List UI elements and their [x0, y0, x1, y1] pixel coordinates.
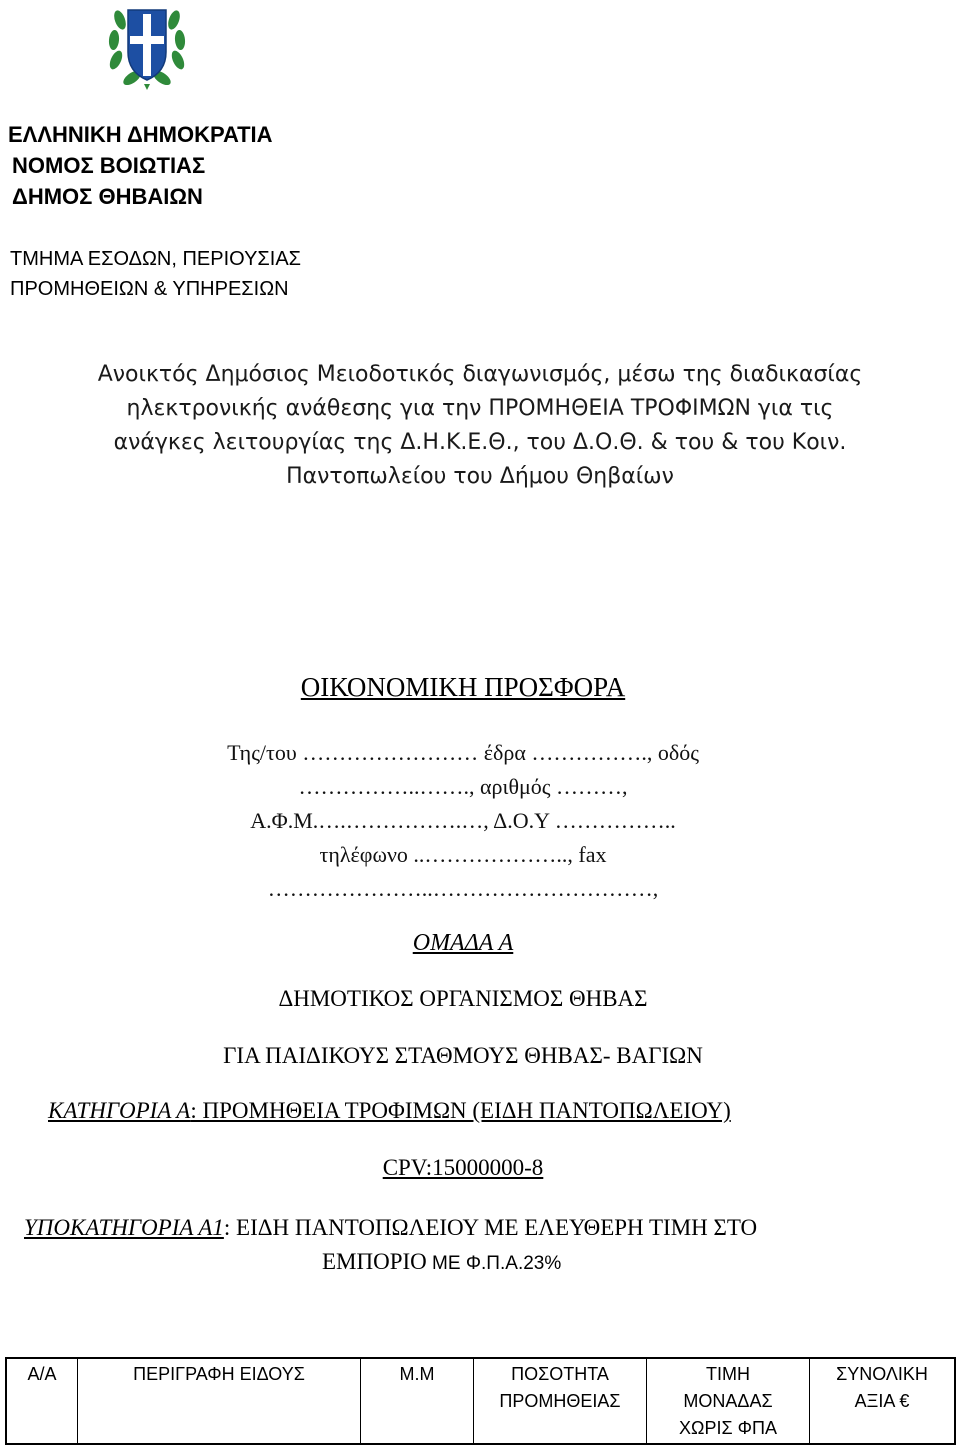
bidder-field-line: Της/του …………………… έδρα ……………., οδός	[227, 740, 699, 765]
bidder-field-line: τηλέφωνο ..……………….., fax	[319, 842, 607, 867]
issuing-authority	[8, 120, 273, 213]
offer-heading	[0, 672, 926, 703]
column-header-unit-price: ΤΙΜΗ ΜΟΝΑΔΑΣ ΧΩΡΙΣ ΦΠΑ	[647, 1358, 810, 1444]
price-table-header	[5, 1357, 956, 1445]
column-header-unit: Μ.Μ	[361, 1358, 474, 1444]
tender-line: ηλεκτρονικής ανάθεσης για την ΠΡΟΜΗΘΕΙΑ ΤΡΟΦΙΜΩΝ για τις	[126, 396, 834, 421]
authority-line: ΔΗΜΟΣ ΘΗΒΑΙΩΝ	[12, 184, 203, 209]
column-header-total: ΣΥΝΟΛΙΚΗ ΑΞΙΑ €	[810, 1358, 956, 1444]
subcategory-label: ΥΠΟΚΑΤΗΓΟΡΙΑ Α1	[24, 1215, 224, 1240]
category-line	[48, 1098, 731, 1124]
bidder-field-line: Α.Φ.Μ.….…………….…, Δ.Ο.Υ ……………..	[250, 808, 676, 833]
group-title	[0, 930, 926, 957]
category-value: : ΠΡΟΜΗΘΕΙΑ ΤΡΟΦΙΜΩΝ (ΕΙΔΗ ΠΑΝΤΟΠΩΛΕΙΟΥ)	[190, 1098, 731, 1123]
authority-line: ΝΟΜΟΣ ΒΟΙΩΤΙΑΣ	[12, 153, 206, 178]
bidder-fields	[0, 736, 926, 906]
column-header-quantity: ΠΟΣΟΤΗΤΑ ΠΡΟΜΗΘΕΙΑΣ	[474, 1358, 647, 1444]
column-header-description: ΠΕΡΙΓΡΑΦΗ ΕΙΔΟΥΣ	[78, 1358, 361, 1444]
tender-description	[0, 358, 960, 494]
authority-line: ΕΛΛΗΝΙΚΗ ΔΗΜΟΚΡΑΤΙΑ	[8, 122, 273, 147]
category-label: ΚΑΤΗΓΟΡΙΑ Α	[48, 1098, 191, 1123]
subcategory-value: : ΕΙΔΗ ΠΑΝΤΟΠΩΛΕΙΟΥ ΜΕ ΕΛΕΥΘΕΡΗ ΤΙΜΗ ΣΤΟ	[223, 1215, 758, 1240]
department	[10, 244, 301, 304]
subcategory-block	[24, 1211, 934, 1281]
group-title-text: ΟΜΑΔΑ Α	[412, 930, 514, 956]
department-line: ΤΜΗΜΑ ΕΣΟΔΩΝ, ΠΕΡΙΟΥΣΙΑΣ	[10, 248, 302, 270]
cpv-code	[0, 1155, 926, 1181]
tender-line: ανάγκες λειτουργίας της Δ.Η.Κ.Ε.Θ., του Δ.Ο.Θ. & του & του Κοιν.	[113, 430, 847, 455]
greek-coat-of-arms-emblem	[106, 0, 188, 92]
tender-line: Ανοικτός Δημόσιος Μειοδοτικός διαγωνισμός, μέσω της διαδικασίας	[97, 362, 863, 387]
column-header-aa: Α/Α	[6, 1358, 78, 1444]
subcategory-line2: ΕΜΠΟΡΙΟ	[322, 1249, 427, 1274]
purpose-line: ΓΙΑ ΠΑΙΔΙΚΟΥΣ ΣΤΑΘΜΟΥΣ ΘΗΒΑΣ- ΒΑΓΙΩΝ	[223, 1043, 703, 1068]
organization-name: ΔΗΜΟΤΙΚΟΣ ΟΡΓΑΝΙΣΜΟΣ ΘΗΒΑΣ	[278, 986, 648, 1011]
department-line: ΠΡΟΜΗΘΕΙΩΝ & ΥΠΗΡΕΣΙΩΝ	[10, 278, 289, 300]
subcategory-vat: ΜΕ Φ.Π.Α.23%	[426, 1253, 562, 1274]
offer-heading-text: ΟΙΚΟΝΟΜΙΚΗ ΠΡΟΣΦΟΡΑ	[300, 672, 626, 702]
table-header-row	[6, 1358, 955, 1444]
bidder-field-line: ……………..……., αριθμός ………,	[298, 774, 628, 799]
cpv-code-text: CPV:15000000-8	[382, 1155, 544, 1180]
tender-line: Παντοπωλείου του Δήμου Θηβαίων	[286, 464, 674, 489]
bidder-field-line: …………………..…………………………,	[267, 876, 659, 901]
